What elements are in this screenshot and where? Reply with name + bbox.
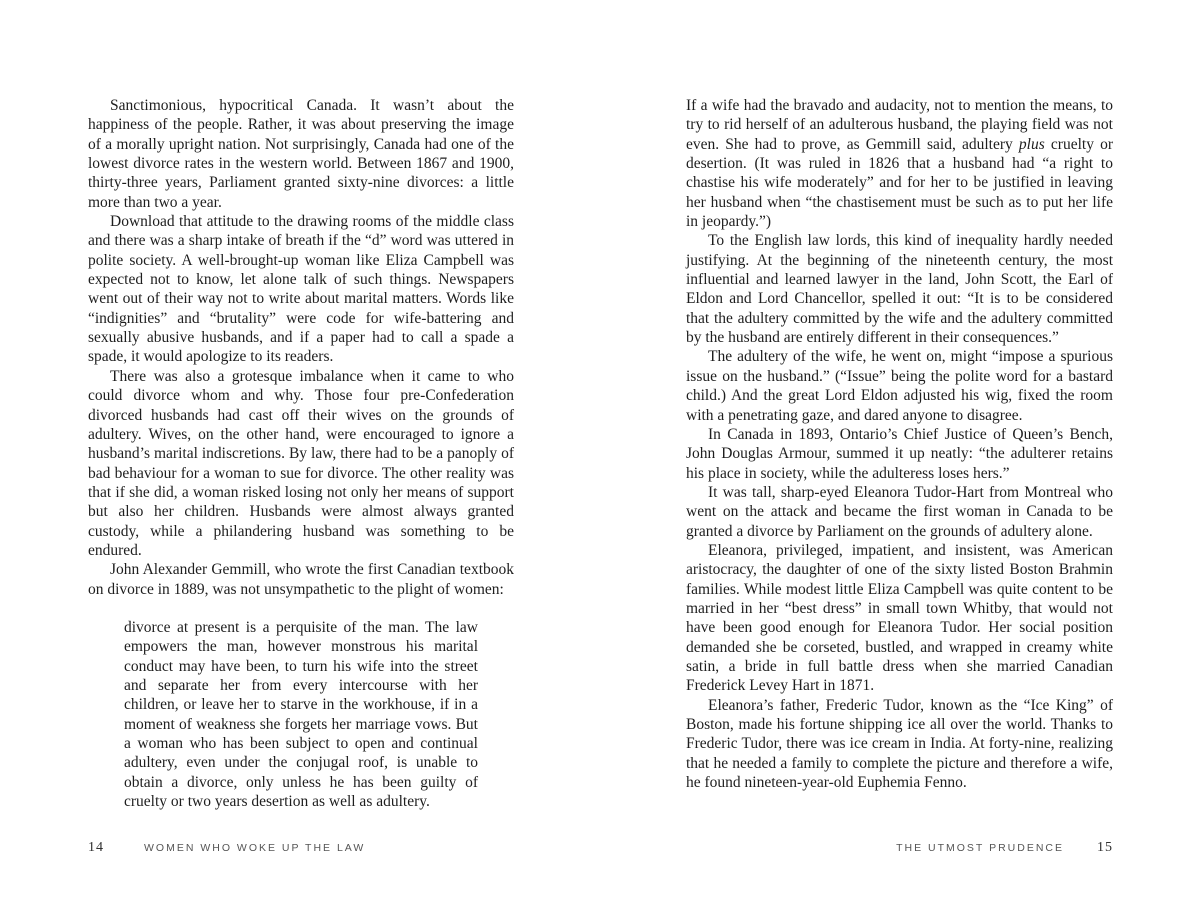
right-page [686, 0, 1113, 900]
left-page-footer [88, 840, 514, 860]
right-page-text-column [686, 96, 1113, 792]
left-page-number: 14 [88, 840, 104, 855]
body-paragraph: It was tall, sharp-eyed Eleanora Tudor-Hart from Montreal who went on the attack and became the first woman in Canada to be granted a divorce by Parliament on the grounds of adultery alone. [686, 483, 1113, 540]
body-paragraph: There was also a grotesque imbalance when it came to who could divorce whom and why. Those four pre-Confederation divorced husbands had cast off their wives on the grounds of adultery. Wives, on the other hand, were encouraged to ignore a husband’s marital indiscretions. By law, there had to be a panoply of bad behaviour for a woman to sue for divorce. The other reality was that if she did, a woman risked losing not only her means of support but also her children. Husbands were almost always granted custody, while a philandering husband was something to be endured. [88, 367, 514, 559]
body-paragraph: Eleanora’s father, Frederic Tudor, known as the “Ice King” of Boston, made his fortune shipping ice all over the world. Thanks to Frederic Tudor, there was ice cream in India. At forty-nine, realizing that he needed a family to complete the picture and therefore a wife, he found nineteen-year-old Euphemia Fenno. [686, 696, 1113, 792]
left-page [88, 0, 514, 900]
right-page-footer [686, 840, 1113, 860]
body-paragraph: John Alexander Gemmill, who wrote the first Canadian textbook on divorce in 1889, was not unsympathetic to the plight of women: [88, 561, 514, 598]
block-quote: divorce at present is a perquisite of the man. The law empowers the man, however monstrous his marital conduct may have been, to turn his wife into the street and separate her from every intercourse with her children, or leave her to starve in the workhouse, if in a moment of weakness she forgets her marriage vows. But a woman who has been subject to open and continual adultery, even under the conjugal roof, is unable to obtain a divorce, only unless he has been guilty of cruelty or two years desertion as well as adultery. [124, 618, 478, 811]
body-paragraph: Eleanora, privileged, impatient, and insistent, was American aristocracy, the daughter of one of the sixty listed Boston Brahmin families. While modest little Eliza Campbell was quite content to be married in her “best dress” in small town Whitby, that would not have been good enough for Eleanora Tudor. Her social position demanded she be corseted, bustled, and wrapped in creamy white satin, a bride in full battle dress when she married Canadian Frederick Levey Hart in 1871. [686, 541, 1113, 695]
body-paragraph: If a wife had the bravado and audacity, not to mention the means, to try to rid herself of an adulterous husband, the playing field was not even. She had to prove, as Gemmill said, adultery plus cruelty or desertion. (It was ruled in 1826 that a husband had “a right to chastise his wife moderately” and for her to be justified in leaving her husband when “the chastisement must be such as to put her life in jeopardy.”) [686, 97, 1113, 231]
body-paragraph: In Canada in 1893, Ontario’s Chief Justice of Queen’s Bench, John Douglas Armour, summed it up neatly: “the adulterer retains his place in society, while the adulteress loses hers.” [686, 425, 1113, 482]
right-running-footer: THE UTMOST PRUDENCE [896, 842, 1064, 854]
left-running-footer: WOMEN WHO WOKE UP THE LAW [144, 842, 366, 854]
body-paragraph: Sanctimonious, hypocritical Canada. It wasn’t about the happiness of the people. Rather, it was about preserving the image of a morally upright nation. Not surprisingly, Canada had one of the lowest divorce rates in the western world. Between 1867 and 1900, thirty-three years, Parliament granted sixty-nine divorces: a little more than two a year. [88, 97, 514, 211]
body-paragraph: To the English law lords, this kind of inequality hardly needed justifying. At the beginning of the nineteenth century, the most influential and learned lawyer in the land, John Scott, the Earl of Eldon and Lord Chancellor, spelled it out: “It is to be considered that the adultery committed by the wife and the adultery committed by the husband are entirely different in their consequences.” [686, 232, 1113, 347]
left-page-text-column [88, 96, 514, 811]
body-paragraph: The adultery of the wife, he went on, might “impose a spurious issue on the husband.” (“Issue” being the polite word for a bastard child.) And the great Lord Eldon adjusted his wig, fixed the room with a penetrating gaze, and dared anyone to disagree. [686, 348, 1113, 424]
body-paragraph: Download that attitude to the drawing rooms of the middle class and there was a sharp intake of breath if the “d” word was uttered in polite society. A well-brought-up woman like Eliza Campbell was expected not to know, let alone talk of such things. Newspapers went out of their way not to write about marital matters. Words like “indignities” and “brutality” were code for wife-battering and sexually abusive husbands, and if a paper had to call a spade a spade, it would apologize to its readers. [88, 213, 514, 366]
right-page-number: 15 [1097, 840, 1113, 855]
